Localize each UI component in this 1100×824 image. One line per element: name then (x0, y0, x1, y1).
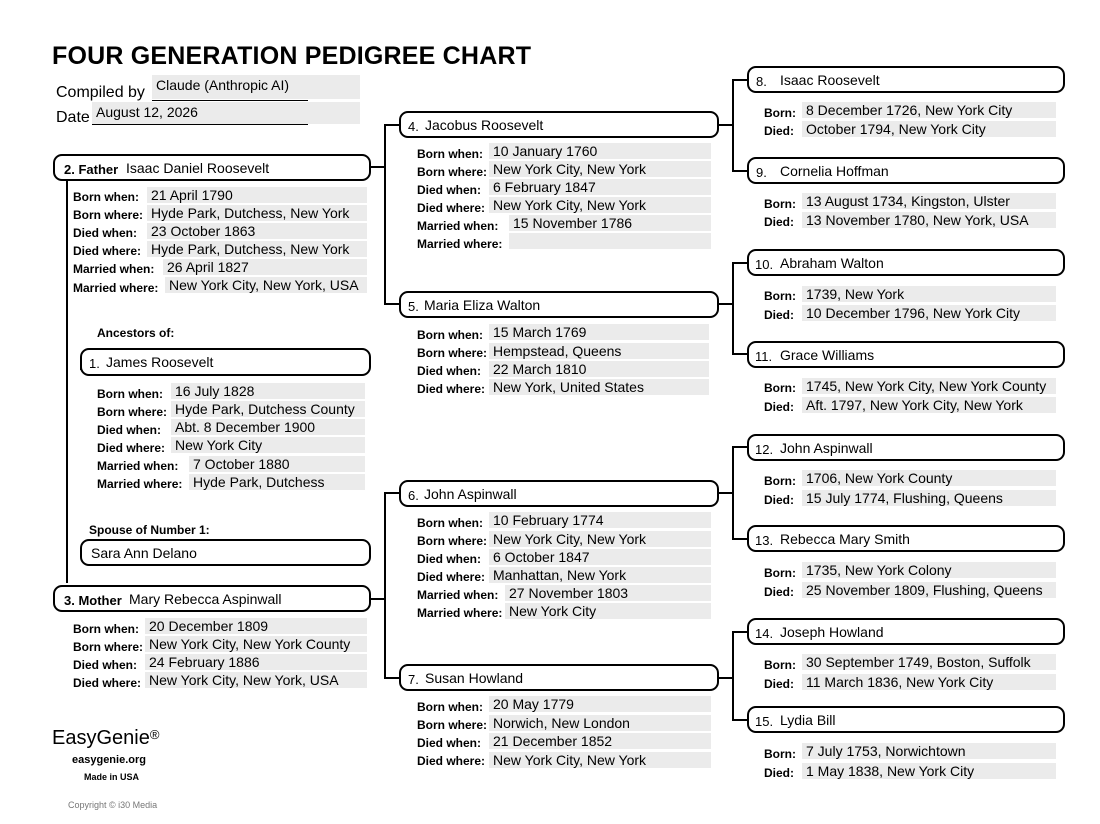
died-where-label: Died where: (417, 754, 486, 768)
married-where-field[interactable]: New York City, New York, USA (165, 277, 367, 293)
compiled-by-field[interactable]: Claude (Anthropic AI) (152, 75, 360, 99)
connector-line (717, 124, 733, 126)
connector-line (717, 677, 733, 679)
born-where-field[interactable]: Hempstead, Queens (489, 343, 709, 359)
person-number: 12. (755, 442, 774, 457)
connector-line (384, 124, 386, 304)
connector-line (732, 719, 748, 721)
person-number: 1. (89, 356, 100, 371)
born-label: Born: (764, 106, 796, 120)
born-field[interactable]: 1739, New York (802, 286, 1056, 302)
compiled-by-label: Compiled by (56, 84, 145, 101)
died-where-field[interactable]: New York City, New York (489, 197, 711, 213)
died-field[interactable]: 25 November 1809, Flushing, Queens (802, 582, 1056, 598)
died-when-field[interactable]: Abt. 8 December 1900 (171, 419, 365, 435)
died-field[interactable]: 11 March 1836, New York City (802, 674, 1056, 690)
connector-line (717, 303, 733, 305)
person-box-6[interactable] (399, 480, 719, 507)
born-label: Born: (764, 289, 796, 303)
person-name: Isaac Daniel Roosevelt (126, 160, 270, 176)
connector-line (732, 631, 748, 633)
person-box-10[interactable] (747, 249, 1065, 276)
died-where-field[interactable]: New York City, New York (489, 752, 711, 768)
person-name: Jacobus Roosevelt (425, 117, 544, 133)
died-label: Died: (764, 493, 794, 507)
born-when-field[interactable]: 20 May 1779 (489, 696, 711, 712)
married-where-label: Married where: (417, 606, 503, 620)
person-number: 4. (408, 119, 419, 134)
spouse-name: Sara Ann Delano (91, 545, 197, 561)
person-box-14[interactable] (747, 618, 1065, 645)
connector-line (384, 303, 400, 305)
person-name: Abraham Walton (780, 255, 884, 271)
born-where-field[interactable]: Hyde Park, Dutchess County (171, 401, 365, 417)
born-where-label: Born where: (417, 165, 488, 179)
married-when-field[interactable]: 7 October 1880 (189, 456, 365, 472)
person-number: 14. (755, 626, 774, 641)
person-name: John Aspinwall (424, 486, 517, 502)
person-box-9[interactable] (747, 157, 1065, 184)
born-where-label: Born where: (417, 534, 488, 548)
connector-line (732, 353, 748, 355)
died-when-label: Died when: (417, 183, 482, 197)
person-number: 7. (408, 672, 419, 687)
connector-line (384, 677, 400, 679)
died-label: Died: (764, 308, 794, 322)
person-name: Isaac Roosevelt (780, 72, 880, 88)
died-label: Died: (764, 215, 794, 229)
person-box-15[interactable] (747, 706, 1065, 733)
died-field[interactable]: 10 December 1796, New York City (802, 305, 1056, 321)
born-field[interactable]: 1706, New York County (802, 470, 1056, 486)
died-when-label: Died when: (73, 226, 138, 240)
person-box-5[interactable] (399, 291, 719, 318)
person-name: Lydia Bill (780, 712, 836, 728)
connector-line (384, 492, 400, 494)
person-name: John Aspinwall (780, 440, 873, 456)
died-where-field[interactable]: New York City, New York, USA (145, 672, 367, 688)
died-field[interactable]: 1 May 1838, New York City (802, 763, 1056, 779)
died-when-field[interactable]: 6 February 1847 (489, 179, 711, 195)
born-when-label: Born when: (417, 700, 483, 714)
connector-line (732, 79, 748, 81)
died-when-label: Died when: (417, 736, 482, 750)
born-where-field[interactable]: New York City, New York (489, 161, 711, 177)
born-label: Born: (764, 747, 796, 761)
spouse-box[interactable] (80, 539, 371, 566)
page-title: FOUR GENERATION PEDIGREE CHART (52, 42, 532, 70)
brand-name: EasyGenie (52, 727, 150, 749)
died-when-label: Died when: (417, 364, 482, 378)
made-in-usa: Made in USA (84, 772, 140, 782)
born-when-label: Born when: (73, 190, 139, 204)
died-when-label: Died when: (417, 552, 482, 566)
born-when-field[interactable]: 21 April 1790 (147, 187, 367, 203)
person-name: Mary Rebecca Aspinwall (129, 591, 282, 607)
married-when-label: Married when: (417, 219, 499, 233)
born-field[interactable]: 1745, New York City, New York County (802, 378, 1056, 394)
person-number: 15. (755, 714, 774, 729)
person-number: 8. (756, 74, 767, 89)
born-when-label: Born when: (417, 147, 483, 161)
person-name: Cornelia Hoffman (780, 163, 889, 179)
married-when-field[interactable]: 27 November 1803 (505, 585, 711, 601)
born-when-field[interactable]: 15 March 1769 (489, 324, 709, 340)
date-label: Date (56, 109, 90, 126)
born-label: Born: (764, 474, 796, 488)
person-box-11[interactable] (747, 341, 1065, 368)
born-where-label: Born where: (73, 640, 144, 654)
registered-mark: ® (149, 727, 160, 742)
died-when-label: Died when: (97, 423, 162, 437)
copyright: Copyright © i30 Media (68, 800, 158, 810)
died-where-field[interactable]: New York, United States (489, 379, 709, 395)
person-box-1[interactable] (80, 348, 371, 376)
person-number: 9. (756, 165, 767, 180)
born-field[interactable]: 7 July 1753, Norwichtown (802, 743, 1056, 759)
connector-line (732, 262, 748, 264)
born-when-label: Born when: (417, 328, 483, 342)
connector-line (732, 446, 734, 539)
site-link[interactable]: easygenie.org (72, 754, 146, 766)
died-label: Died: (764, 124, 794, 138)
connector-line (732, 79, 734, 171)
died-label: Died: (764, 766, 794, 780)
died-field[interactable]: 15 July 1774, Flushing, Queens (802, 490, 1056, 506)
person-box-3[interactable] (53, 585, 371, 612)
died-field[interactable]: 13 November 1780, New York, USA (802, 212, 1056, 228)
person-box-2[interactable] (53, 154, 371, 181)
person-number: 10. (755, 257, 774, 272)
married-when-field[interactable]: 26 April 1827 (163, 259, 367, 275)
born-when-label: Born when: (73, 622, 139, 636)
died-label: Died: (764, 585, 794, 599)
born-where-label: Born where: (97, 405, 168, 419)
died-label: Died: (764, 677, 794, 691)
died-where-field[interactable]: Manhattan, New York (489, 567, 711, 583)
born-field[interactable]: 1735, New York Colony (802, 562, 1056, 578)
born-when-field[interactable]: 10 February 1774 (489, 512, 711, 528)
connector-line (384, 124, 400, 126)
married-where-label: Married where: (417, 237, 503, 251)
married-where-label: Married where: (73, 281, 159, 295)
person-box-12[interactable] (747, 434, 1065, 461)
born-field[interactable]: 30 September 1749, Boston, Suffolk (802, 654, 1056, 670)
person-name: Susan Howland (425, 670, 524, 686)
date-field[interactable]: August 12, 2026 (92, 102, 360, 124)
died-where-label: Died where: (73, 244, 142, 258)
connector-line (384, 492, 386, 678)
person-number: 6. (408, 488, 419, 503)
person-name: Maria Eliza Walton (424, 297, 541, 313)
person-name: Rebecca Mary Smith (780, 531, 910, 547)
connector-line (732, 538, 748, 540)
person-name: Joseph Howland (780, 624, 884, 640)
born-where-field[interactable]: Hyde Park, Dutchess, New York (147, 205, 367, 221)
person-box-13[interactable] (747, 525, 1065, 552)
born-label: Born: (764, 658, 796, 672)
person-name: James Roosevelt (106, 354, 214, 370)
married-where-label: Married where: (97, 477, 183, 491)
born-when-label: Born when: (417, 516, 483, 530)
died-where-field[interactable]: New York City (171, 437, 365, 453)
spouse-label: Spouse of Number 1: (89, 523, 210, 537)
married-when-label: Married when: (97, 459, 179, 473)
died-where-field[interactable]: Hyde Park, Dutchess, New York (147, 241, 367, 257)
died-field[interactable]: October 1794, New York City (802, 121, 1056, 137)
person-box-7[interactable] (399, 664, 719, 691)
born-label: Born: (764, 566, 796, 580)
born-where-label: Born where: (417, 718, 488, 732)
died-where-label: Died where: (417, 382, 486, 396)
person-number: 5. (408, 299, 419, 314)
married-where-field[interactable] (509, 233, 711, 249)
born-label: Born: (764, 381, 796, 395)
ancestors-of-label: Ancestors of: (97, 326, 175, 340)
born-field[interactable]: 13 August 1734, Kingston, Ulster (802, 193, 1056, 209)
died-label: Died: (764, 400, 794, 414)
born-where-label: Born where: (417, 346, 488, 360)
born-when-field[interactable]: 16 July 1828 (171, 383, 365, 399)
married-when-label: Married when: (417, 588, 499, 602)
born-where-label: Born where: (73, 208, 144, 222)
died-when-field[interactable]: 21 December 1852 (489, 733, 711, 749)
married-when-field[interactable]: 15 November 1786 (509, 215, 711, 231)
married-when-label: Married when: (73, 262, 155, 276)
connector-line (732, 262, 734, 354)
born-when-field[interactable]: 20 December 1809 (145, 618, 367, 634)
person-name: Grace Williams (780, 347, 875, 363)
connector-line (732, 170, 748, 172)
died-when-field[interactable]: 22 March 1810 (489, 361, 709, 377)
married-where-field[interactable]: New York City (505, 603, 711, 619)
person-number: 3. Mother (64, 593, 122, 608)
person-number: 11. (755, 349, 773, 364)
died-when-field[interactable]: 6 October 1847 (489, 549, 711, 565)
person-box-4[interactable] (399, 111, 719, 138)
born-label: Born: (764, 197, 796, 211)
died-field[interactable]: Aft. 1797, New York City, New York (802, 397, 1056, 413)
born-when-label: Born when: (97, 387, 163, 401)
died-when-label: Died when: (73, 658, 138, 672)
born-where-field[interactable]: New York City, New York (489, 531, 711, 547)
born-where-field[interactable]: Norwich, New London (489, 715, 711, 731)
connector-line (717, 492, 733, 494)
connector-line (732, 631, 734, 720)
born-field[interactable]: 8 December 1726, New York City (802, 102, 1056, 118)
died-where-label: Died where: (417, 201, 486, 215)
connector-line (66, 179, 68, 583)
died-when-field[interactable]: 24 February 1886 (145, 654, 367, 670)
person-box-8[interactable] (747, 66, 1065, 93)
person-number: 13. (755, 533, 774, 548)
died-where-label: Died where: (73, 676, 142, 690)
born-when-field[interactable]: 10 January 1760 (489, 143, 711, 159)
died-where-label: Died where: (97, 441, 166, 455)
died-where-label: Died where: (417, 570, 486, 584)
born-where-field[interactable]: New York City, New York County (145, 636, 367, 652)
brand-logo (52, 727, 159, 750)
person-number: 2. Father (64, 162, 119, 177)
died-when-field[interactable]: 23 October 1863 (147, 223, 367, 239)
married-where-field[interactable]: Hyde Park, Dutchess (189, 474, 365, 490)
connector-line (732, 446, 748, 448)
